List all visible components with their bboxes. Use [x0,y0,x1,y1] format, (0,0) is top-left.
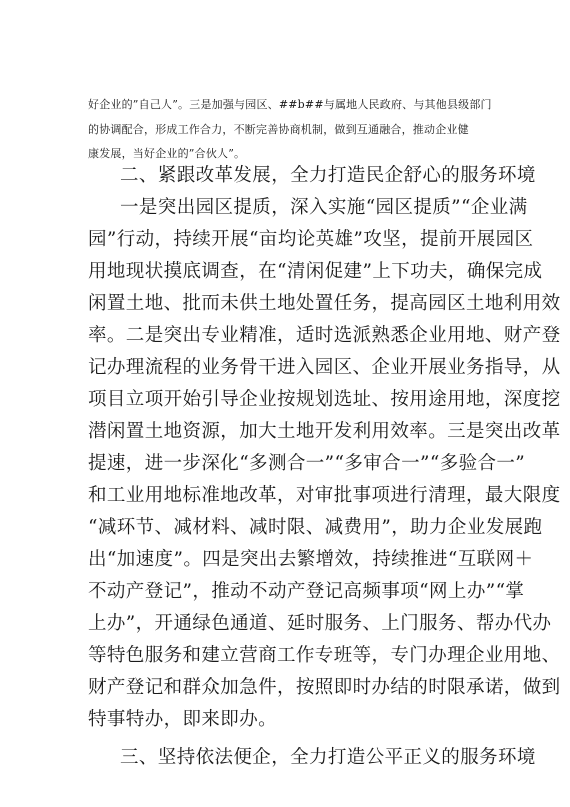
paragraph-line: 用地现状摸底调查，在“清闲促建”上下功夫，确保完成 [88,261,543,282]
paragraph-line: 项目立项开始引导企业按规划选址、按用途用地，深度挖 [88,389,561,410]
paragraph-line: 潜闲置土地资源，加大土地开发利用效率。三是突出改革 [88,421,561,442]
paragraph-line: 财产登记和群众加急件，按照即时办结的时限承诺，做到 [88,677,561,698]
paragraph-top-line: 好企业的”自己人”。三是加强与园区、##b##与属地人民政府、与其他县级部门 [88,98,492,111]
paragraph-line: 上办”，开通绿色通道、延时服务、上门服务、帮办代办 [88,613,552,634]
paragraph-line: 率。二是突出专业精准，适时选派熟悉企业用地、财产登 [88,325,561,346]
section-heading-2: 二、紧跟改革发展，全力打造民企舒心的服务环境 [120,165,536,186]
paragraph-line: 提速，进一步深化“多测合一”“多审合一”“多验合一” [88,453,526,474]
paragraph-line: 闲置土地、批而未供土地处置任务，提高园区土地利用效 [88,293,561,314]
paragraph-line: 一是突出园区提质，深入实施“园区提质”“企业满 [120,197,528,218]
paragraph-line: 记办理流程的业务骨干进入园区、企业开展业务指导，从 [88,357,561,378]
paragraph-line: 出“加速度”。四是突出去繁增效，持续推进“互联网＋ [88,549,534,570]
paragraph-top-line: 康发展，当好企业的”合伙人”。 [88,147,246,160]
section-heading-3: 三、坚持依法便企，全力打造公平正义的服务环境 [120,747,536,768]
paragraph-line: 等特色服务和建立营商工作专班等，专门办理企业用地、 [88,645,561,666]
paragraph-line: 不动产登记”，推动不动产登记高频事项“网上办”“掌 [88,581,525,602]
paragraph-line: 园”行动，持续开展“亩均论英雄”攻坚，提前开展园区 [88,229,534,250]
paragraph-line: 和工业用地标准地改革，对审批事项进行清理，最大限度 [88,485,561,506]
paragraph-line: 特事特办，即来即办。 [88,709,278,730]
paragraph-top-line: 的协调配合，形成工作合力，不断完善协商机制，做到互通融合，推动企业健 [88,123,469,136]
paragraph-line: “减环节、减材料、减时限、减费用”，助力企业发展跑 [88,517,543,538]
